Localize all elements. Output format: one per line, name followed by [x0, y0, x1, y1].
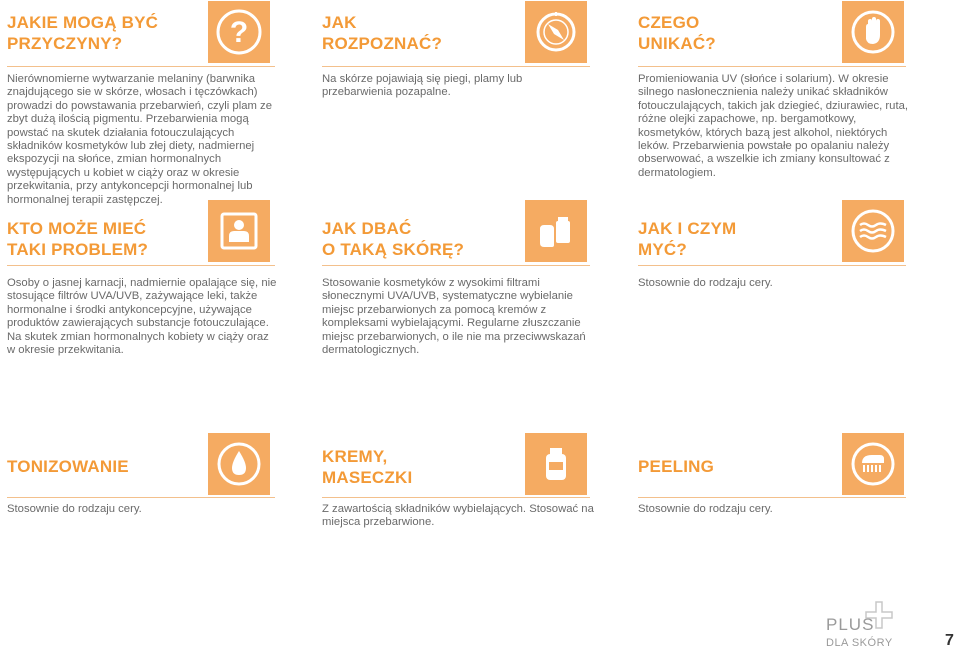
divider — [7, 497, 275, 498]
page-number: 7 — [945, 632, 954, 649]
section-heading: JAKIE MOGĄ BYĆ PRZYCZYNY? — [7, 13, 159, 53]
brand-logo — [822, 600, 904, 650]
section-text: Osoby o jasnej karnacji, nadmiernie opalające się, nie stosujące filtrów UVA/UVB, zażywające leki, także hormonalne i środki antykoncepcyjne, używające produktów zawierających substancje fotouczulające. Na skutek zmian hormonalnych kobiety w ciąży oraz w okresie przekwitania. — [7, 277, 277, 357]
divider — [7, 265, 275, 266]
jar-icon — [525, 433, 587, 495]
divider — [7, 66, 275, 67]
compass-icon — [525, 1, 587, 63]
section-text: Stosownie do rodzaju cery. — [7, 503, 142, 515]
section-text: Na skórze pojawiają się piegi, plamy lub przebarwienia pozapalne. — [322, 73, 523, 99]
section-text: Nierównomierne wytwarzanie melaniny (barwnika znajdującego sie w skórze, włosach i tęczówkach) prowadzi do powstawania przebarwień, czyli plam ze zbyt dużą ilością pigmentu. Przebarwienia mogą powstać na skutek działania fotouczulających składników kosmetyków lub złej diety, nadmiernej ekspozycji na słońce, zmian hormonalnych występujących u kobiet w ciąży oraz w okresie przekwitania, przy antykoncepcji hormonalnej lub hormonalnej terapii zastępczej. — [7, 73, 272, 206]
section-heading: JAK DBAĆ O TAKĄ SKÓRĘ? — [322, 219, 465, 259]
person-icon — [208, 200, 270, 262]
water-waves-icon — [842, 200, 904, 262]
divider — [322, 265, 590, 266]
divider — [638, 265, 906, 266]
section-text: Promieniowania UV (słońce i solarium). W okresie silnego nasłonecznienia należy unikać składników fotouczulających, takich jak dziegieć, dziurawiec, ruta, różne olejki zapachowe, np. bergamotkowy, kosmetyków, których bazą jest alkohol, niektórych leków. Przebarwienia powstałe po opalaniu należy obserwować, a wszelkie ich zmiany konsultować z dermatologiem. — [638, 73, 909, 179]
divider — [322, 66, 590, 67]
svg-text:?: ? — [229, 16, 249, 49]
question-mark-icon — [208, 1, 270, 63]
section-heading: CZEGO UNIKAĆ? — [638, 13, 716, 53]
section-text: Stosownie do rodzaju cery. — [638, 277, 773, 289]
section-heading: KTO MOŻE MIEĆ TAKI PROBLEM? — [7, 219, 149, 259]
svg-text:DLA SKÓRY: DLA SKÓRY — [826, 637, 893, 649]
divider — [638, 66, 906, 67]
section-heading: PEELING — [638, 457, 715, 476]
divider — [638, 497, 906, 498]
stop-hand-icon — [842, 1, 904, 63]
section-heading: JAK I CZYM MYĆ? — [638, 219, 737, 259]
section-text: Z zawartością składników wybielających. Stosować na miejsca przebarwione. — [322, 503, 594, 529]
brush-icon — [842, 433, 904, 495]
hand-jar-icon — [525, 200, 587, 262]
section-heading: TONIZOWANIE — [7, 457, 129, 476]
divider — [322, 497, 590, 498]
section-heading: KREMY, MASECZKI — [322, 447, 413, 487]
section-text: Stosownie do rodzaju cery. — [638, 503, 773, 515]
svg-text:PLUS: PLUS — [826, 615, 875, 634]
section-heading: JAK ROZPOZNAĆ? — [322, 13, 443, 53]
droplet-icon — [208, 433, 270, 495]
section-text: Stosowanie kosmetyków z wysokimi filtrami słonecznymi UVA/UVB, systematyczne wybielanie miejsc przebarwionych za pomocą kremów z kompleksami wybielającymi. Regularne złuszczanie miejsc przebarwionych, o ile nie ma przeciwwskazań dermatologicznych. — [322, 277, 586, 357]
